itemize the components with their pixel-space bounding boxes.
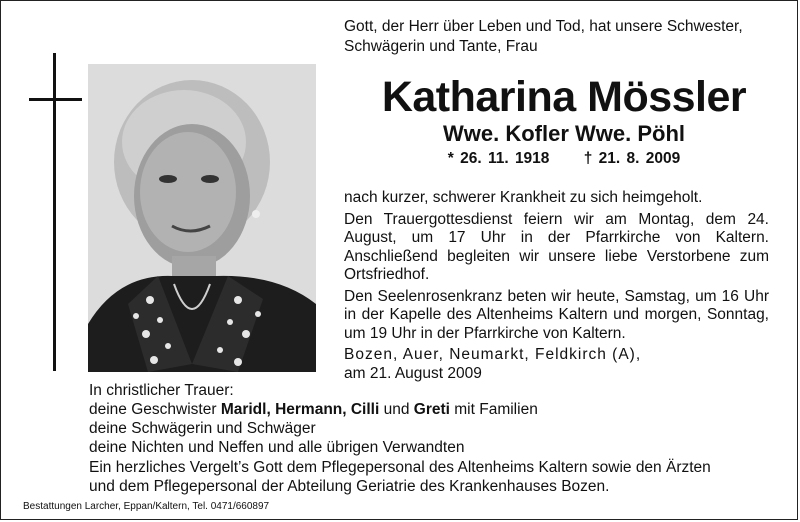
portrait-photo — [88, 64, 316, 372]
siblings-names: Maridl, Hermann, Cilli — [220, 401, 380, 418]
date-line: am 21. August 2009 — [344, 364, 482, 382]
sibling-name-greti: Greti — [413, 401, 450, 418]
thanks-text — [89, 458, 789, 496]
service-details — [344, 189, 769, 383]
siblings-prefix: deine Geschwister — [89, 401, 221, 418]
cross-icon-bar — [29, 98, 82, 101]
in-laws-line: deine Schwägerin und Schwäger — [89, 420, 316, 437]
siblings-and: und — [379, 401, 414, 418]
mourners-list — [89, 381, 789, 457]
birth-date: * 26. 11. 1918 — [447, 150, 550, 167]
deceased-name: Katharina Mössler — [381, 73, 747, 121]
body-paragraph-2: Den Trauergottesdienst feiern wir am Montag, dem 24. August, um 17 Uhr in der Pfarrkirche von Kaltern. Anschließend begleiten wir unsere liebe Verstorbene zum Ortsfriedhof. — [344, 210, 769, 283]
intro-text — [344, 17, 784, 57]
siblings-suffix: mit Familien — [449, 401, 538, 418]
siblings-line — [89, 400, 789, 419]
body-paragraph-1: nach kurzer, schwerer Krankheit zu sich heimgeholt. — [344, 189, 703, 206]
funeral-home-credit: Bestattungen Larcher, Eppan/Kaltern, Tel. 0471/660897 — [23, 501, 270, 512]
intro-line-2: Schwägerin und Tante, Frau — [344, 38, 538, 55]
widow-names: Wwe. Kofler Wwe. Pöhl — [442, 121, 685, 146]
intro-line-1: Gott, der Herr über Leben und Tod, hat unsere Schwester, — [344, 18, 743, 35]
thanks-line-2: und dem Pflegepersonal der Abteilung Geriatrie des Krankenhauses Bozen. — [89, 478, 610, 495]
relatives-line: deine Nichten und Neffen und alle übrigen Verwandten — [89, 439, 465, 456]
body-paragraph-3: Den Seelenrosenkranz beten wir heute, Samstag, um 16 Uhr in der Kapelle des Altenheims Kaltern und morgen, Sonntag, um 19 Uhr in der Pfarrkirche von Kaltern. — [344, 287, 769, 342]
mourning-heading: In christlicher Trauer: — [89, 382, 234, 399]
places-line: Bozen, Auer, Neumarkt, Feldkirch (A), — [344, 346, 642, 363]
thanks-line-1: Ein herzliches Vergelt’s Gott dem Pflegepersonal des Altenheims Kaltern sowie den Ärzten — [89, 459, 711, 476]
death-date: † 21. 8. 2009 — [583, 150, 681, 167]
life-dates — [344, 149, 784, 169]
